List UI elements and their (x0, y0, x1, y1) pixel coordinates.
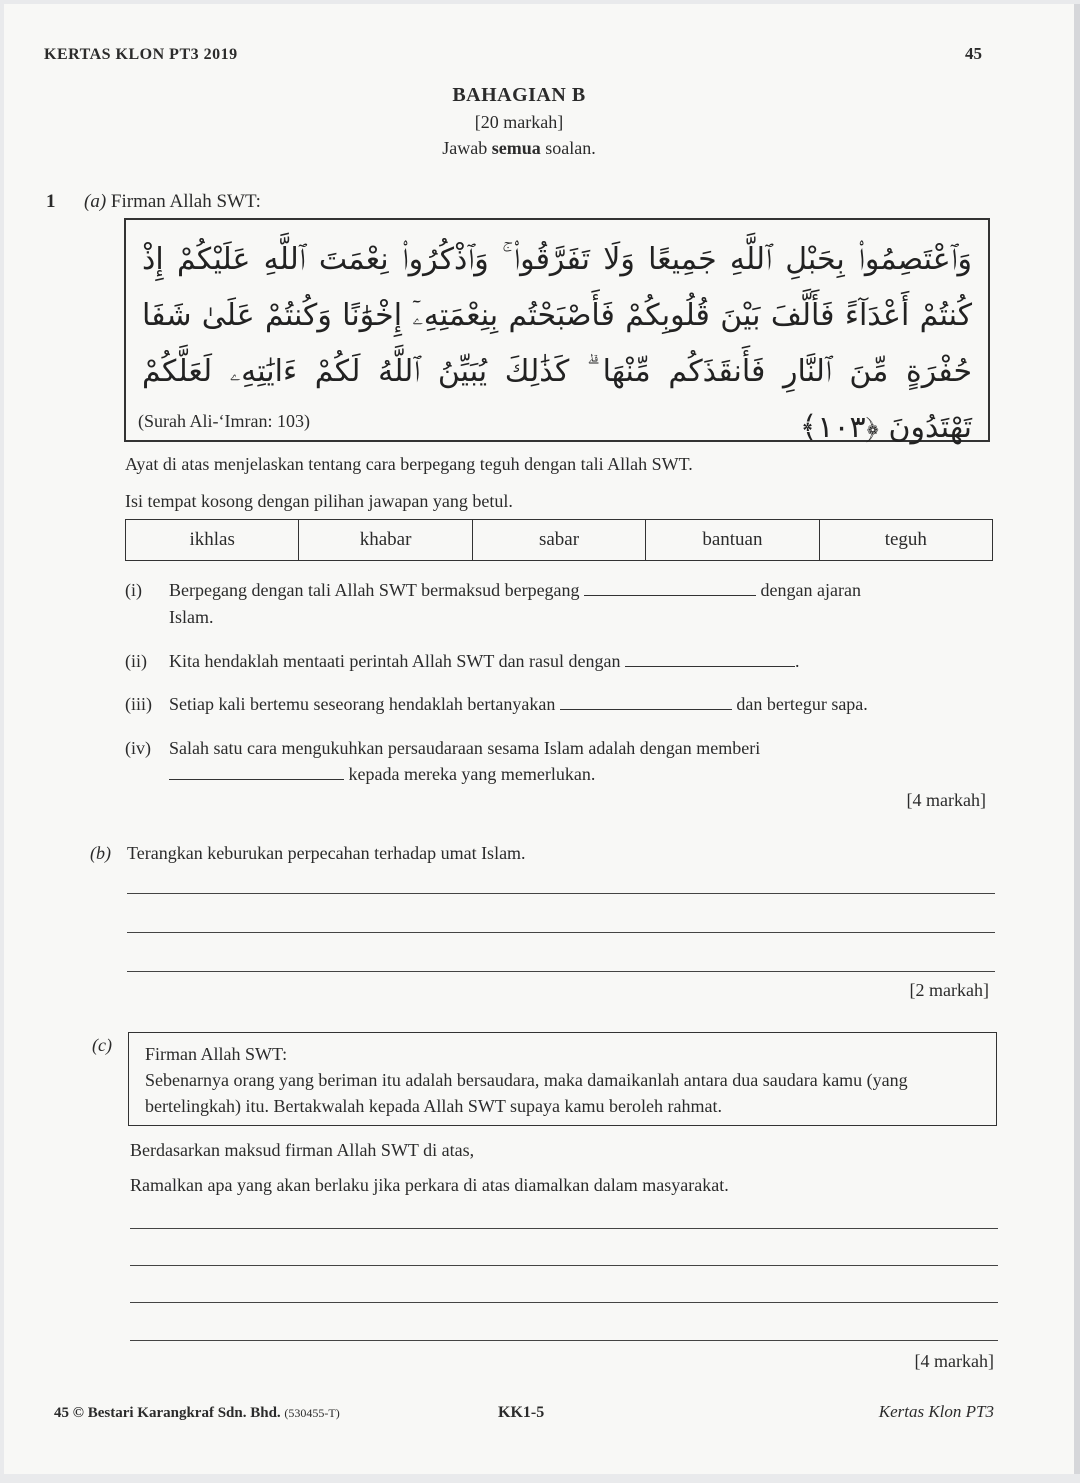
ayat-box (124, 218, 990, 445)
choice-cell: teguh (884, 529, 927, 550)
item-text-line2: kepada mereka yang memerlukan. (169, 764, 595, 785)
part-c-question: Ramalkan apa yang akan berlaku jika perkara di atas diamalkan dalam masyarakat. (130, 1175, 729, 1195)
translation-box (128, 1032, 997, 1126)
part-b-label: (b) (90, 843, 111, 863)
choice-cell: bantuan (646, 520, 819, 560)
item-number: (ii) (125, 651, 147, 671)
answer-blank[interactable] (169, 765, 344, 780)
answer-line[interactable] (127, 932, 995, 933)
item-text: Kita hendaklah mentaati perintah Allah SWT dan rasul dengan . (169, 651, 800, 671)
paper-header: KERTAS KLON PT3 2019 (44, 46, 238, 63)
section-instruction: Jawab semua soalan. (442, 138, 596, 158)
item-text: Berpegang dengan tali Allah SWT bermaksud berpegang dengan ajaran (169, 580, 861, 600)
arabic-verse: وَٱعْتَصِمُوا۟ بِحَبْلِ ٱللَّهِ جَمِيعًا وَلَا تَفَرَّقُوا۟ ۚ وَٱذْكُرُوا۟ نِعْمَتَ ٱللَّهِ عَلَيْكُمْ إِذْ كُنتُمْ أَعْدَآءً فَأَلَّفَ بَيْنَ قُلُوبِكُمْ فَأَصْبَحْتُم بِنِعْمَتِهِۦٓ إِخْوَٰنًا وَكُنتُمْ عَلَىٰ شَفَا حُفْرَةٍ مِّنَ ٱلنَّارِ فَأَنقَذَكُم مِّنْهَا ۗ كَذَٰلِكَ يُبَيِّنُ ٱللَّهُ لَكُمْ ءَايَٰتِهِۦ لَعَلَّكُمْ تَهْتَدُونَ ﴿١٠٣﴾ (142, 242, 972, 445)
part-b-question: Terangkan keburukan perpecahan terhadap umat Islam. (127, 843, 526, 863)
answer-line[interactable] (127, 893, 995, 894)
answer-line[interactable] (130, 1228, 998, 1229)
section-title: BAHAGIAN B (452, 84, 586, 106)
answer-choices-table (125, 519, 993, 561)
choice-cell: sabar (473, 520, 646, 560)
question-number: 1 (46, 191, 56, 212)
part-a-heading: (a) Firman Allah SWT: (84, 191, 261, 212)
answer-blank[interactable] (584, 581, 756, 596)
verse-source: (Surah Ali-‘Imran: 103) (138, 411, 310, 431)
part-c-marks: [4 markah] (914, 1351, 994, 1371)
footer-publisher: 45 © Bestari Karangkraf Sdn. Bhd. (530455-T) (54, 1405, 340, 1421)
item-text-line2: Islam. (169, 607, 214, 627)
page-number: 45 (965, 44, 982, 63)
answer-line[interactable] (130, 1340, 998, 1341)
item-number: (iv) (125, 738, 151, 758)
part-c-line1: Berdasarkan maksud firman Allah SWT di atas, (130, 1140, 475, 1160)
translation-text: Sebenarnya orang yang beriman itu adalah bersaudara, maka damaikanlah antara dua saudara kamu (yang bertelingkah) itu. Bertakwalah kepada Allah SWT supaya kamu beroleh rahmat. (145, 1070, 908, 1116)
item-number: (i) (125, 580, 142, 600)
answer-blank[interactable] (560, 695, 732, 710)
answer-line[interactable] (130, 1302, 998, 1303)
answer-blank[interactable] (625, 652, 795, 667)
choice-cell: ikhlas (126, 520, 299, 560)
item-text: Setiap kali bertemu seseorang hendaklah bertanyakan dan bertegur sapa. (169, 694, 868, 714)
part-a-marks: [4 markah] (906, 790, 986, 810)
verse-explanation: Ayat di atas menjelaskan tentang cara berpegang teguh dengan tali Allah SWT. (125, 454, 693, 474)
part-c-label: (c) (92, 1035, 112, 1055)
footer-code: KK1-5 (498, 1404, 545, 1421)
answer-line[interactable] (130, 1265, 998, 1266)
part-b-marks: [2 markah] (909, 980, 989, 1000)
choice-cell: khabar (299, 520, 472, 560)
item-text: Salah satu cara mengukuhkan persaudaraan sesama Islam adalah dengan memberi (169, 738, 761, 758)
fill-instruction: Isi tempat kosong dengan pilihan jawapan yang betul. (125, 491, 513, 511)
item-number: (iii) (125, 694, 152, 714)
answer-line[interactable] (127, 971, 995, 972)
translation-title: Firman Allah SWT: (145, 1044, 288, 1064)
exam-page (4, 4, 1080, 1474)
section-marks: [20 markah] (474, 112, 564, 132)
footer-title: Kertas Klon PT3 (878, 1402, 994, 1421)
